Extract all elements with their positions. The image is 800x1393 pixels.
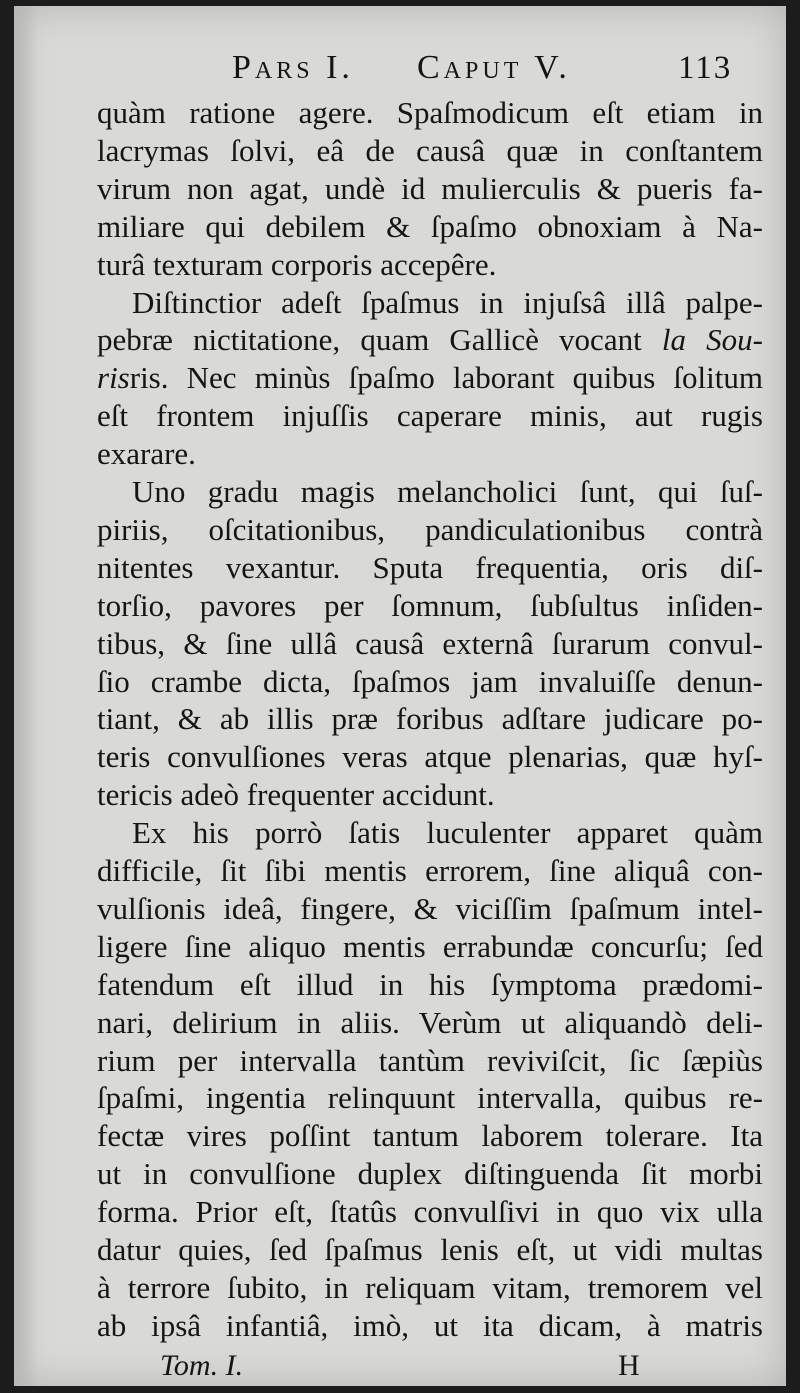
text-line: nitentes vexantur. Sputa frequentia, oris diſ- (97, 549, 763, 585)
page-number: 113 (678, 50, 733, 86)
text-line: nari, delirium in aliis. Verùm ut aliquandò deli- (97, 1004, 763, 1040)
text-line: quàm ratione agere. Spaſmodicum eſt etiam in (97, 95, 763, 130)
text-line: ſpaſmi, ingentia relinquunt intervalla, quibus re- (97, 1080, 763, 1116)
text-line-with-italic (97, 321, 763, 359)
text-line: ab ipsâ infantiâ, imò, ut ita dicam, à matris (97, 1307, 763, 1343)
text-line: turâ texturam corporis accepêre. (97, 246, 497, 282)
italic-phrase: la Sou- (661, 322, 763, 358)
text-line: à terrore ſubito, in reliquam vitam, tremorem vel (97, 1269, 763, 1305)
text-line: torſio, pavores per ſomnum, ſubſultus inſiden- (97, 587, 763, 623)
text-line: forma. Prior eſt, ſtatûs convulſivi in quo vix ulla (97, 1194, 763, 1230)
text-line-with-italic-start (97, 359, 763, 397)
text-line: ſio crambe dicta, ſpaſmos jam invaluiſſe denun- (97, 663, 763, 699)
running-head-caput: Caput V. (417, 49, 571, 86)
text-line: eſt frontem injuſſis caperare minis, aut rugis (97, 398, 763, 434)
text-line: miliare qui debilem & ſpaſmo obnoxiam à Na- (97, 208, 763, 244)
text-line: lacrymas ſolvi, eâ de causâ quæ in conſtantem (97, 132, 763, 168)
text-line: difficile, ſit ſibi mentis errorem, ſine aliquâ con- (97, 853, 763, 888)
book-page (14, 6, 786, 1386)
text-line: Uno gradu magis melancholici ſunt, qui ſuſ- (132, 474, 763, 509)
text-line: fatendum eſt illud in his ſymptoma prædomi- (97, 966, 763, 1002)
text-line: piriis, oſcitationibus, pandiculationibus contrà (97, 511, 763, 547)
text-line: ut in convulſione duplex diſtinguenda ſit morbi (97, 1156, 763, 1192)
italic-continuation: ris (97, 360, 130, 396)
text-line: ligere ſine aliquo mentis errabundæ concurſu; ſed (97, 928, 763, 964)
text-line: tibus, & ſine ullâ causâ externâ ſurarum convul- (97, 625, 763, 661)
text-line-part: pebræ nictitatione, quam Gallicè vocant (97, 322, 662, 358)
text-line: rium per intervalla tantùm reviviſcit, ſic ſæpiùs (97, 1042, 763, 1078)
text-line: exarare. (97, 436, 196, 472)
footer-volume: Tom. I. (160, 1348, 244, 1382)
text-line: teris convulſiones veras atque plenarias, quæ hyſ- (97, 739, 763, 775)
text-line-part: ris. Nec minùs ſpaſmo laborant quibus ſolitum (129, 360, 763, 396)
running-head-pars: Pars I. (232, 49, 354, 86)
text-line: virum non agat, undè id mulierculis & pueris fa- (97, 170, 763, 206)
text-line: Ex his porrò ſatis luculenter apparet quàm (132, 815, 763, 851)
text-line: datur quies, ſed ſpaſmus lenis eſt, ut vidi multas (97, 1232, 763, 1267)
text-line: vulſionis ideâ, fingere, & viciſſim ſpaſmum intel- (97, 890, 763, 926)
text-line: tericis adeò frequenter accidunt. (97, 777, 495, 813)
text-line: fectæ vires poſſint tantum laborem tolerare. Ita (97, 1118, 763, 1154)
text-line: tiant, & ab illis præ foribus adſtare judicare po- (97, 701, 763, 737)
text-line: Diſtinctior adeſt ſpaſmus in injuſsâ illâ palpe- (132, 284, 763, 320)
footer-signature: H (618, 1348, 640, 1382)
page-gutter-shadow (14, 6, 38, 1386)
